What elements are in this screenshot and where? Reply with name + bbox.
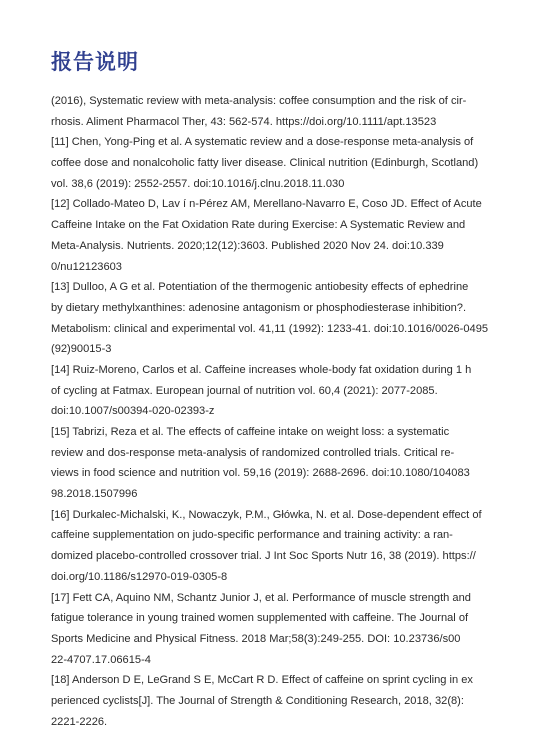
reference-line: [17] Fett CA, Aquino NM, Schantz Junior J, et al. Performance of muscle strength and — [51, 591, 471, 604]
reference-line: domized placebo-controlled crossover trial. J Int Soc Sports Nutr 16, 38 (2019). https:// — [51, 550, 476, 563]
reference-line: Sports Medicine and Physical Fitness. 2018 Mar;58(3):249-255. DOI: 10.23736/s00 — [51, 632, 461, 645]
reference-line: by dietary methylxanthines: adenosine antagonism or phosphodiesterase inhibition?. — [51, 301, 467, 314]
reference-line: [18] Anderson D E, LeGrand S E, McCart R D. Effect of caffeine on sprint cycling in ex — [51, 674, 473, 687]
reference-line: [14] Ruiz-Moreno, Carlos et al. Caffeine increases whole-body fat oxidation during 1 h — [51, 363, 472, 376]
reference-line: of cycling at Fatmax. European journal of nutrition vol. 60,4 (2021): 2077-2085. — [51, 384, 438, 397]
reference-line: Meta-Analysis. Nutrients. 2020;12(12):3603. Published 2020 Nov 24. doi:10.339 — [51, 239, 444, 252]
reference-line: [13] Dulloo, A G et al. Potentiation of the thermogenic antiobesity effects of ephedrine — [51, 281, 469, 294]
page-title: 报告说明 — [51, 50, 139, 74]
reference-line: doi.org/10.1186/s12970-019-0305-8 — [51, 570, 228, 583]
reference-line: rhosis. Aliment Pharmacol Ther, 43: 562-574. https://doi.org/10.1111/apt.13523 — [51, 115, 437, 128]
reference-line: [15] Tabrizi, Reza et al. The effects of caffeine intake on weight loss: a systematic — [51, 426, 450, 438]
reference-line: 98.2018.1507996 — [51, 488, 138, 501]
reference-line: [11] Chen, Yong-Ping et al. A systematic review and a dose-response meta-analysis of — [51, 136, 474, 149]
reference-line: review and dos-response meta-analysis of randomized controlled trials. Critical re- — [51, 446, 455, 459]
reference-line: doi:10.1007/s00394-020-02393-z — [51, 405, 215, 418]
reference-line: fatigue tolerance in young trained women supplemented with caffeine. The Journal of — [51, 612, 469, 625]
reference-line: 0/nu12123603 — [51, 260, 122, 273]
reference-line: Caffeine Intake on the Fat Oxidation Rate during Exercise: A Systematic Review and — [51, 219, 466, 232]
reference-line: [16] Durkalec-Michalski, K., Nowaczyk, P.M., Główka, N. et al. Dose-dependent effect of — [51, 508, 482, 521]
reference-line: 2221-2226. — [51, 715, 108, 728]
reference-line: (2016), Systematic review with meta-analysis: coffee consumption and the risk of cir- — [51, 95, 467, 107]
reference-line: [12] Collado-Mateo D, Lav í n-Pérez AM, Merellano-Navarro E, Coso JD. Effect of Acute — [51, 198, 482, 211]
reference-line: 22-4707.17.06615-4 — [51, 653, 151, 666]
reference-line: views in food science and nutrition vol. 59,16 (2019): 2688-2696. doi:10.1080/104083 — [51, 467, 470, 480]
reference-line: coffee dose and nonalcoholic fatty liver disease. Clinical nutrition (Edinburgh, Scotland) — [51, 157, 479, 170]
reference-line: vol. 38,6 (2019): 2552-2557. doi:10.1016/j.clnu.2018.11.030 — [51, 177, 345, 190]
reference-list — [51, 91, 503, 732]
reference-line: perienced cyclists[J]. The Journal of Strength & Conditioning Research, 2018, 32(8): — [51, 694, 464, 707]
reference-line: (92)90015-3 — [51, 343, 112, 356]
reference-line: Metabolism: clinical and experimental vol. 41,11 (1992): 1233-41. doi:10.1016/0026-0495 — [51, 322, 489, 335]
reference-line: caffeine supplementation on judo-specific performance and training activity: a ran- — [51, 529, 453, 542]
